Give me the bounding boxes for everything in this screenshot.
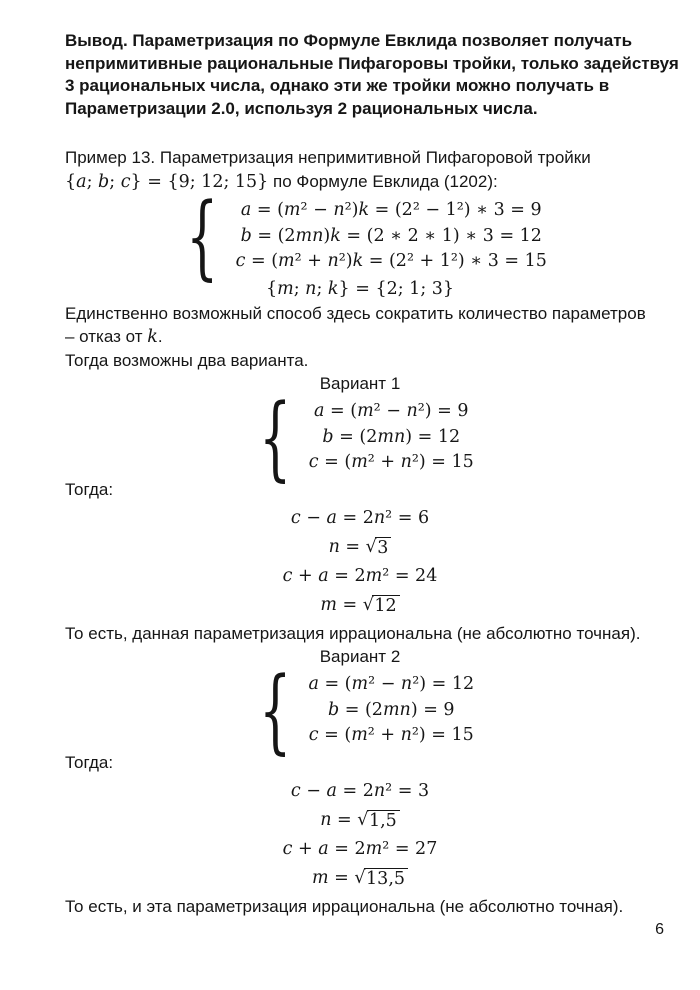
equation-line: n = √ 1,5 xyxy=(65,808,655,832)
page-number: 6 xyxy=(655,921,664,938)
equation-line: b = (2mn) = 12 xyxy=(322,426,461,447)
system-equations xyxy=(304,672,474,749)
equation-line: c − a = 2n² = 6 xyxy=(290,508,430,528)
k-variable-math: k xyxy=(147,327,158,347)
reduction-text: . xyxy=(157,327,163,346)
system-equations xyxy=(232,198,547,275)
system-brace: { xyxy=(186,183,219,290)
equation-line: c = (m² + n²)k = (2² + 1²) ∗ 3 = 15 xyxy=(235,251,547,272)
equation-line: n = √ 3 xyxy=(65,535,655,559)
variant1-conclusion: То есть, данная параметризация иррациональна (не абсолютно точная). xyxy=(65,624,641,643)
conclusion-line: непримитивные рациональные Пифагоровы тройки, только задействуя xyxy=(65,53,679,73)
conclusion-line: Вывод. Параметризация по Формуле Евклида позволяет получать xyxy=(65,31,633,50)
equation-line: m = √ 13,5 xyxy=(65,866,655,890)
equation-line: c = (m² + n²) = 15 xyxy=(308,725,474,746)
example-line-rest: по Формуле Евклида (1202): xyxy=(268,172,498,191)
variant2-conclusion: То есть, и эта параметризация иррациональна (не абсолютно точная). xyxy=(65,897,624,916)
conclusion-line: 3 рациональных числа, однако эти же тройки можно получать в xyxy=(65,76,610,95)
reduction-line: Единственно возможный способ здесь сократить количество параметров xyxy=(65,304,646,323)
parameter-set-line: {m; n; k} = {2; 1; 3} xyxy=(265,279,455,299)
equation-line: a = (m² − n²) = 9 xyxy=(314,401,469,422)
two-variants-line: Тогда возможны два варианта. xyxy=(65,351,309,370)
conclusion-line: Параметризации 2.0, используя 2 рациональных числа. xyxy=(65,98,538,118)
system-brace: { xyxy=(259,384,292,491)
conclusion-paragraph xyxy=(65,30,679,120)
example-line xyxy=(65,170,655,194)
equation-line: c − a = 2n² = 3 xyxy=(290,781,430,801)
reduction-line xyxy=(65,325,655,349)
variant1-title: Вариант 1 xyxy=(319,374,401,393)
equation-line: b = (2mn)k = (2 ∗ 2 ∗ 1) ∗ 3 = 12 xyxy=(240,225,542,246)
equation-line: m = √ 12 xyxy=(65,593,655,617)
then-label: Тогда: xyxy=(65,480,114,499)
triple-set-math: {a; b; c} = {9; 12; 15} xyxy=(65,172,269,192)
example-paragraph xyxy=(65,146,655,194)
reduction-text: – отказ от xyxy=(65,327,148,346)
equation-line: c + a = 2m² = 27 xyxy=(282,839,438,859)
variant2-title: Вариант 2 xyxy=(319,647,401,666)
example-line: Пример 13. Параметризация непримитивной Пифагоровой тройки xyxy=(65,148,591,167)
system-brace: { xyxy=(259,657,292,764)
equation-line: c + a = 2m² = 24 xyxy=(282,566,438,586)
equation-line: a = (m² − n²) = 12 xyxy=(308,674,475,695)
system-equations xyxy=(305,399,474,476)
then-label: Тогда: xyxy=(65,753,114,772)
equation-line: c = (m² + n²) = 15 xyxy=(308,452,474,473)
equation-line: a = (m² − n²)k = (2² − 1²) ∗ 3 = 9 xyxy=(240,200,542,221)
equation-line: b = (2mn) = 9 xyxy=(327,699,455,720)
